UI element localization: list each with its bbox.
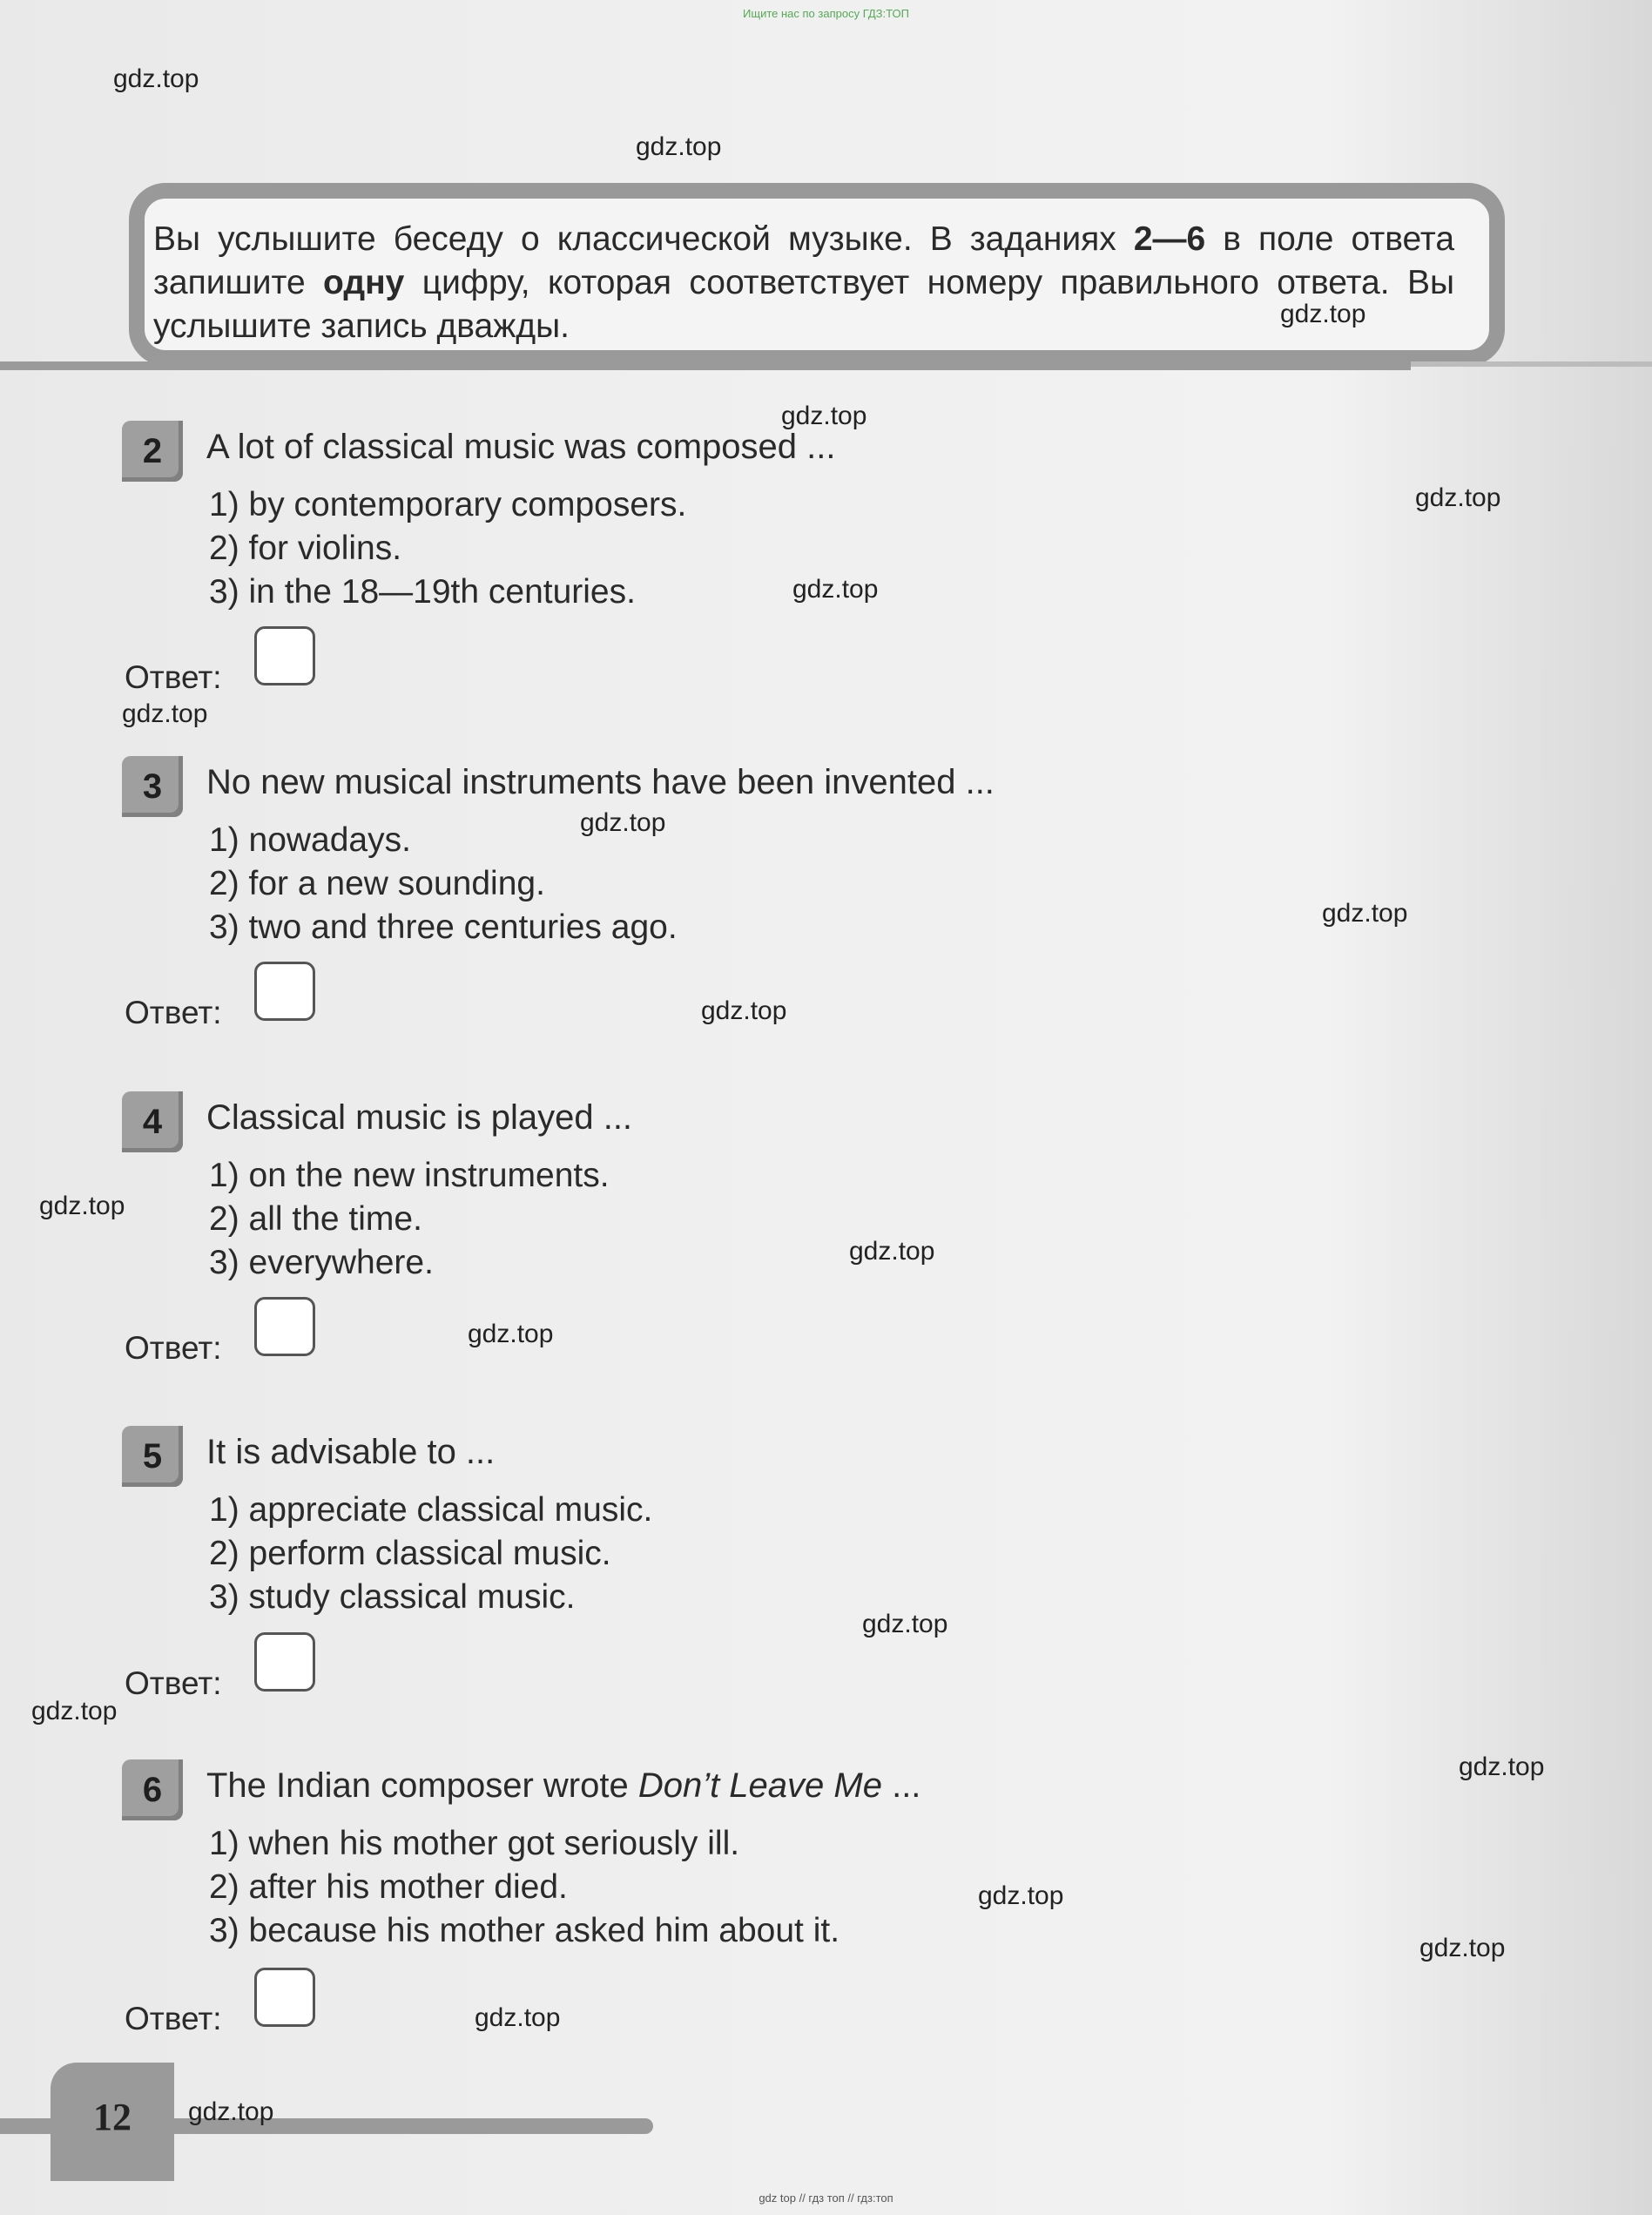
question-number: 4 (122, 1091, 183, 1152)
song-title: Don’t Leave Me (637, 1766, 882, 1805)
watermark: gdz.top (781, 402, 867, 430)
answer-box[interactable] (254, 1632, 315, 1692)
watermark: gdz.top (475, 2003, 561, 2032)
options-list (209, 819, 678, 949)
watermark: gdz.top (701, 996, 787, 1025)
option: 3) in the 18—19th centuries. (209, 573, 636, 611)
watermark: gdz.top (39, 1192, 125, 1220)
question-number: 3 (122, 756, 183, 817)
option: 2) for violins. (209, 530, 402, 567)
answer-box[interactable] (254, 962, 315, 1021)
options-list (209, 1154, 610, 1285)
option: 1) on the new instruments. (209, 1157, 610, 1194)
instruction-bold: одну (323, 264, 405, 301)
question-text: Classical music is played ... (206, 1098, 633, 1137)
option: 3) study classical music. (209, 1578, 576, 1616)
options-list (209, 483, 686, 614)
answer-label: Ответ: (125, 659, 222, 695)
option: 3) two and three centuries ago. (209, 908, 678, 946)
site-footer-note: gdz top // гдз топ // гдз:топ (759, 2191, 893, 2205)
question-number: 6 (122, 1759, 183, 1820)
question-text-part: ... (881, 1766, 921, 1805)
answer-label: Ответ: (125, 2001, 222, 2036)
watermark: gdz.top (792, 575, 879, 604)
watermark: gdz.top (1459, 1752, 1545, 1781)
question-text: It is advisable to ... (206, 1433, 496, 1471)
question-text: No new musical instruments have been invented ... (206, 763, 995, 801)
option: 2) for a new sounding. (209, 865, 545, 902)
question-number: 2 (122, 421, 183, 482)
watermark: gdz.top (580, 808, 666, 837)
watermark: gdz.top (468, 1320, 554, 1348)
watermark: gdz.top (31, 1697, 118, 1725)
answer-box[interactable] (254, 1297, 315, 1356)
answer-label: Ответ: (125, 1330, 222, 1366)
watermark: gdz.top (849, 1237, 935, 1266)
watermark: gdz.top (636, 132, 722, 161)
instructions-box (129, 183, 1505, 366)
options-list (209, 1822, 839, 1953)
watermark: gdz.top (113, 64, 199, 93)
watermark: gdz.top (1415, 483, 1501, 512)
instruction-part: цифру, которая соответствует номеру правильного ответа. Вы услышите запись дважды. (153, 264, 1454, 345)
options-list (209, 1489, 652, 1619)
answer-label: Ответ: (125, 995, 222, 1030)
answer-label: Ответ: (125, 1665, 222, 1701)
page-number: 12 (93, 2096, 131, 2138)
watermark: gdz.top (1419, 1934, 1506, 1962)
option: 3) everywhere. (209, 1244, 434, 1281)
option: 2) after his mother died. (209, 1868, 568, 1906)
watermark: gdz.top (862, 1610, 948, 1638)
question-text: A lot of classical music was composed ... (206, 428, 836, 466)
watermark: gdz.top (1322, 899, 1408, 928)
divider (0, 361, 1411, 370)
question-number: 5 (122, 1426, 183, 1487)
watermark: gdz.top (978, 1881, 1064, 1910)
site-banner: Ищите нас по запросу ГДЗ:ТОП (743, 7, 909, 20)
option: 2) all the time. (209, 1200, 422, 1238)
answer-box[interactable] (254, 1968, 315, 2027)
option: 2) perform classical music. (209, 1535, 611, 1572)
question-text (206, 1766, 920, 1806)
watermark: gdz.top (122, 699, 208, 728)
answer-box[interactable] (254, 626, 315, 685)
option: 1) when his mother got seriously ill. (209, 1825, 740, 1862)
option: 3) because his mother asked him about it. (209, 1912, 840, 1949)
option: 1) nowadays. (209, 821, 411, 859)
instruction-part: в поле ответа запишите (153, 220, 1455, 301)
divider (1411, 361, 1652, 367)
instruction-bold: 2—6 (1133, 220, 1206, 258)
question-text-part: The Indian composer wrote (206, 1766, 638, 1805)
watermark: gdz.top (188, 2097, 274, 2126)
option: 1) by contemporary composers. (209, 486, 687, 523)
option: 1) appreciate classical music. (209, 1491, 653, 1529)
instruction-part: Вы услышите беседу о классической музыке. В заданиях (153, 220, 1134, 258)
watermark: gdz.top (1280, 300, 1366, 328)
